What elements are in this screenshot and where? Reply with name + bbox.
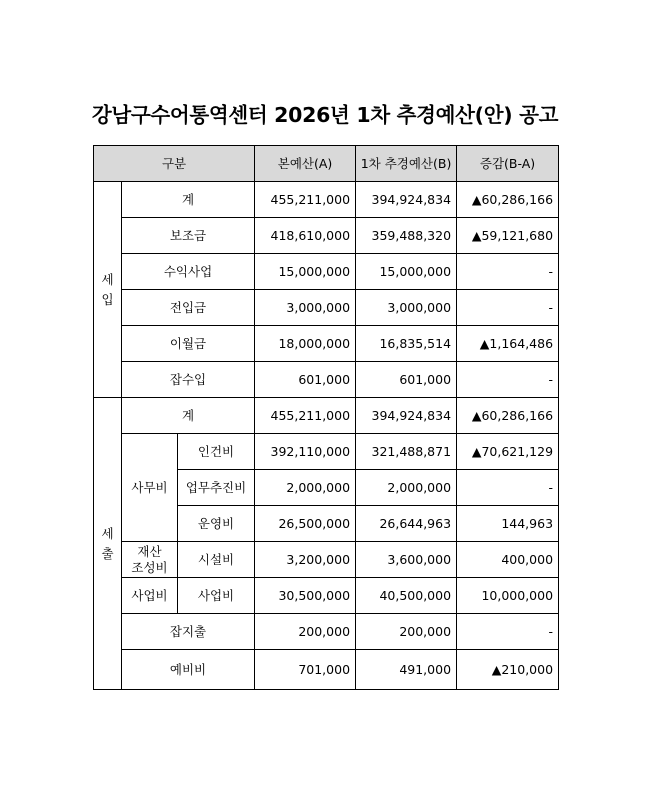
original-cell: 601,000 [255, 362, 356, 398]
header-category: 구분 [94, 146, 255, 182]
change-cell: - [457, 614, 559, 650]
revised-cell: 40,500,000 [356, 578, 457, 614]
revenue-transfer-row [94, 290, 559, 326]
row-label: 계 [122, 398, 255, 434]
row-label: 시설비 [178, 542, 255, 578]
header-revised-budget: 1차 추경예산(B) [356, 146, 457, 182]
change-cell: ▲70,621,129 [457, 434, 559, 470]
revised-cell: 394,924,834 [356, 398, 457, 434]
change-cell: - [457, 362, 559, 398]
revenue-profit-business-row [94, 254, 559, 290]
revised-cell: 359,488,320 [356, 218, 457, 254]
row-label: 예비비 [122, 650, 255, 690]
row-label: 이월금 [122, 326, 255, 362]
row-label: 업무추진비 [178, 470, 255, 506]
change-cell: 400,000 [457, 542, 559, 578]
original-cell: 200,000 [255, 614, 356, 650]
change-cell: ▲59,121,680 [457, 218, 559, 254]
revised-cell: 26,644,963 [356, 506, 457, 542]
revenue-carryover-row [94, 326, 559, 362]
original-cell: 392,110,000 [255, 434, 356, 470]
original-cell: 26,500,000 [255, 506, 356, 542]
change-cell: ▲60,286,166 [457, 398, 559, 434]
revised-cell: 3,600,000 [356, 542, 457, 578]
original-cell: 18,000,000 [255, 326, 356, 362]
original-cell: 3,000,000 [255, 290, 356, 326]
change-cell: - [457, 470, 559, 506]
original-cell: 2,000,000 [255, 470, 356, 506]
original-cell: 701,000 [255, 650, 356, 690]
revenue-total-row [94, 182, 559, 218]
revised-cell: 16,835,514 [356, 326, 457, 362]
revised-cell: 321,488,871 [356, 434, 457, 470]
row-label: 잡지출 [122, 614, 255, 650]
expenditure-facility-row [94, 542, 559, 578]
header-row [94, 146, 559, 182]
header-change: 증감(B-A) [457, 146, 559, 182]
revenue-subsidy-row [94, 218, 559, 254]
change-cell: - [457, 290, 559, 326]
original-cell: 455,211,000 [255, 398, 356, 434]
original-cell: 15,000,000 [255, 254, 356, 290]
expenditure-total-row [94, 398, 559, 434]
original-cell: 30,500,000 [255, 578, 356, 614]
property-group-label: 재산 조성비 [122, 542, 178, 578]
revised-cell: 15,000,000 [356, 254, 457, 290]
row-label: 인건비 [178, 434, 255, 470]
revised-cell: 2,000,000 [356, 470, 457, 506]
expenditure-project-row [94, 578, 559, 614]
budget-table [93, 145, 559, 690]
expenditure-personnel-row [94, 434, 559, 470]
row-label: 전입금 [122, 290, 255, 326]
row-label: 잡수입 [122, 362, 255, 398]
change-cell: ▲1,164,486 [457, 326, 559, 362]
original-cell: 3,200,000 [255, 542, 356, 578]
revised-cell: 491,000 [356, 650, 457, 690]
revised-cell: 3,000,000 [356, 290, 457, 326]
change-cell: 10,000,000 [457, 578, 559, 614]
row-label: 수익사업 [122, 254, 255, 290]
row-label: 계 [122, 182, 255, 218]
change-cell: 144,963 [457, 506, 559, 542]
header-original-budget: 본예산(A) [255, 146, 356, 182]
expenditure-reserve-row [94, 650, 559, 690]
revenue-section-label: 세 입 [94, 182, 122, 398]
revised-cell: 200,000 [356, 614, 457, 650]
revised-cell: 601,000 [356, 362, 457, 398]
document-title: 강남구수어통역센터 2026년 1차 추경예산(안) 공고 [91, 103, 559, 127]
change-cell: ▲210,000 [457, 650, 559, 690]
original-cell: 418,610,000 [255, 218, 356, 254]
row-label: 보조금 [122, 218, 255, 254]
row-label: 운영비 [178, 506, 255, 542]
change-cell: ▲60,286,166 [457, 182, 559, 218]
expenditure-misc-row [94, 614, 559, 650]
office-expense-group-label: 사무비 [122, 434, 178, 542]
change-cell: - [457, 254, 559, 290]
expenditure-section-label: 세 출 [94, 398, 122, 690]
original-cell: 455,211,000 [255, 182, 356, 218]
row-label: 사업비 [178, 578, 255, 614]
revised-cell: 394,924,834 [356, 182, 457, 218]
project-group-label: 사업비 [122, 578, 178, 614]
revenue-misc-income-row [94, 362, 559, 398]
